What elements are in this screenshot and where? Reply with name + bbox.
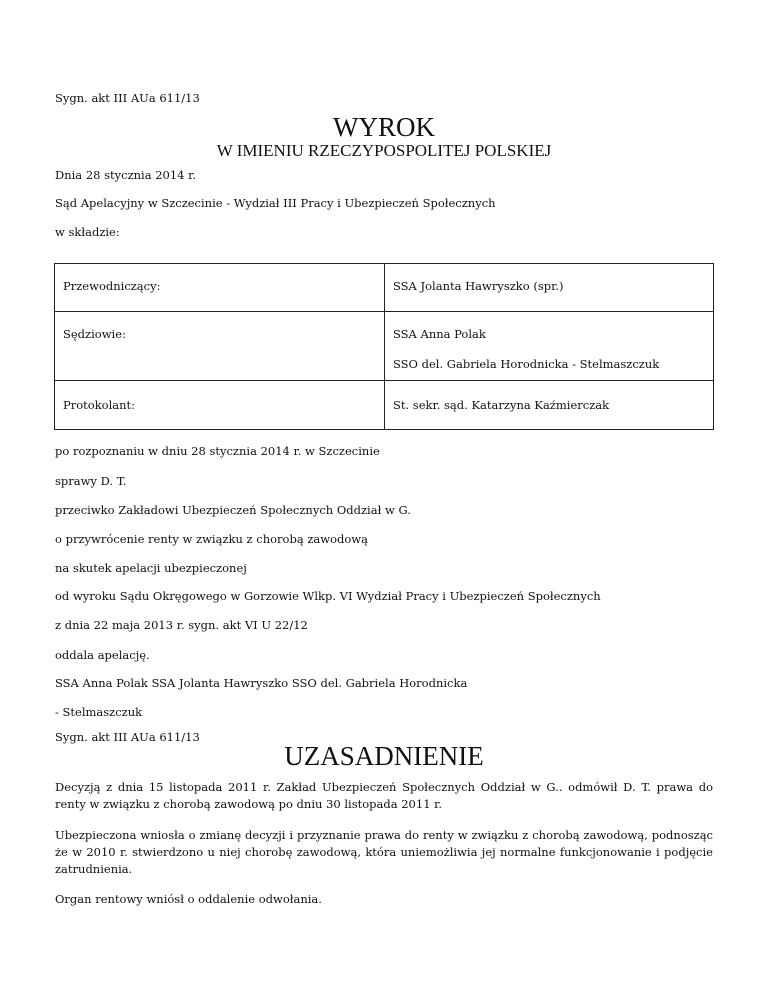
body-line: przeciwko Zakładowi Ubezpieczeń Społecznych Oddział w G.: [55, 503, 411, 517]
judgment-date: Dnia 28 stycznia 2014 r.: [55, 168, 197, 182]
table-row: [55, 312, 714, 381]
table-row: [55, 264, 714, 312]
clerk-label: Protokolant:: [55, 381, 385, 430]
body-line: po rozpoznaniu w dniu 28 stycznia 2014 r. w Szczecinie: [55, 444, 380, 458]
document-subtitle: W IMIENIU RZECZYPOSPOLITEJ POLSKIEJ: [216, 141, 552, 160]
body-line: SSA Anna Polak SSA Jolanta Hawryszko SSO del. Gabriela Horodnicka: [55, 676, 468, 690]
chair-value: SSA Jolanta Hawryszko (spr.): [385, 264, 714, 312]
body-line: - Stelmaszczuk: [55, 705, 143, 719]
body-line: na skutek apelacji ubezpieczonej: [55, 561, 247, 575]
court-name: Sąd Apelacyjny w Szczecinie - Wydział III Pracy i Ubezpieczeń Społecznych: [55, 196, 496, 210]
paragraph: Decyzją z dnia 15 listopada 2011 r. Zakład Ubezpieczeń Społecznych Oddział w G.. odmówił D. T. prawa do renty w związku z chorobą zawodową po dniu 30 listopada 2011 r.: [55, 780, 713, 811]
document-title: WYROK: [333, 112, 435, 142]
body-line: oddala apelację.: [55, 648, 150, 662]
body-line: od wyroku Sądu Okręgowego w Gorzowie Wlkp. VI Wydział Pracy i Ubezpieczeń Społecznych: [55, 589, 601, 603]
table-row: [55, 381, 714, 430]
chair-label: Przewodniczący:: [55, 264, 385, 312]
paragraph: Ubezpieczona wniosła o zmianę decyzji i przyznanie prawa do renty w związku z chorobą zawodową, podnosząc że w 2010 r. stwierdzono u niej chorobę zawodową, która uniemożliwia jej normalne funkcjonowanie i podjęcie zatrudnienia.: [55, 828, 713, 876]
composition-label: w składzie:: [55, 225, 120, 239]
case-reference: Sygn. akt III AUa 611/13: [55, 730, 200, 744]
reasons-title: UZASADNIENIE: [284, 741, 484, 771]
judges-value: [385, 312, 714, 381]
panel-table: [54, 263, 714, 430]
body-line: sprawy D. T.: [55, 474, 127, 488]
clerk-value: St. sekr. sąd. Katarzyna Kaźmierczak: [385, 381, 714, 430]
judge-2: SSO del. Gabriela Horodnicka - Stelmaszczuk: [393, 357, 660, 371]
judges-label: Sędziowie:: [55, 312, 385, 381]
judge-1: SSA Anna Polak: [393, 327, 486, 341]
body-line: z dnia 22 maja 2013 r. sygn. akt VI U 22/12: [55, 618, 308, 632]
body-line: o przywrócenie renty w związku z chorobą zawodową: [55, 532, 369, 546]
case-reference: Sygn. akt III AUa 611/13: [55, 91, 200, 105]
paragraph: Organ rentowy wniósł o oddalenie odwołania.: [55, 892, 322, 906]
